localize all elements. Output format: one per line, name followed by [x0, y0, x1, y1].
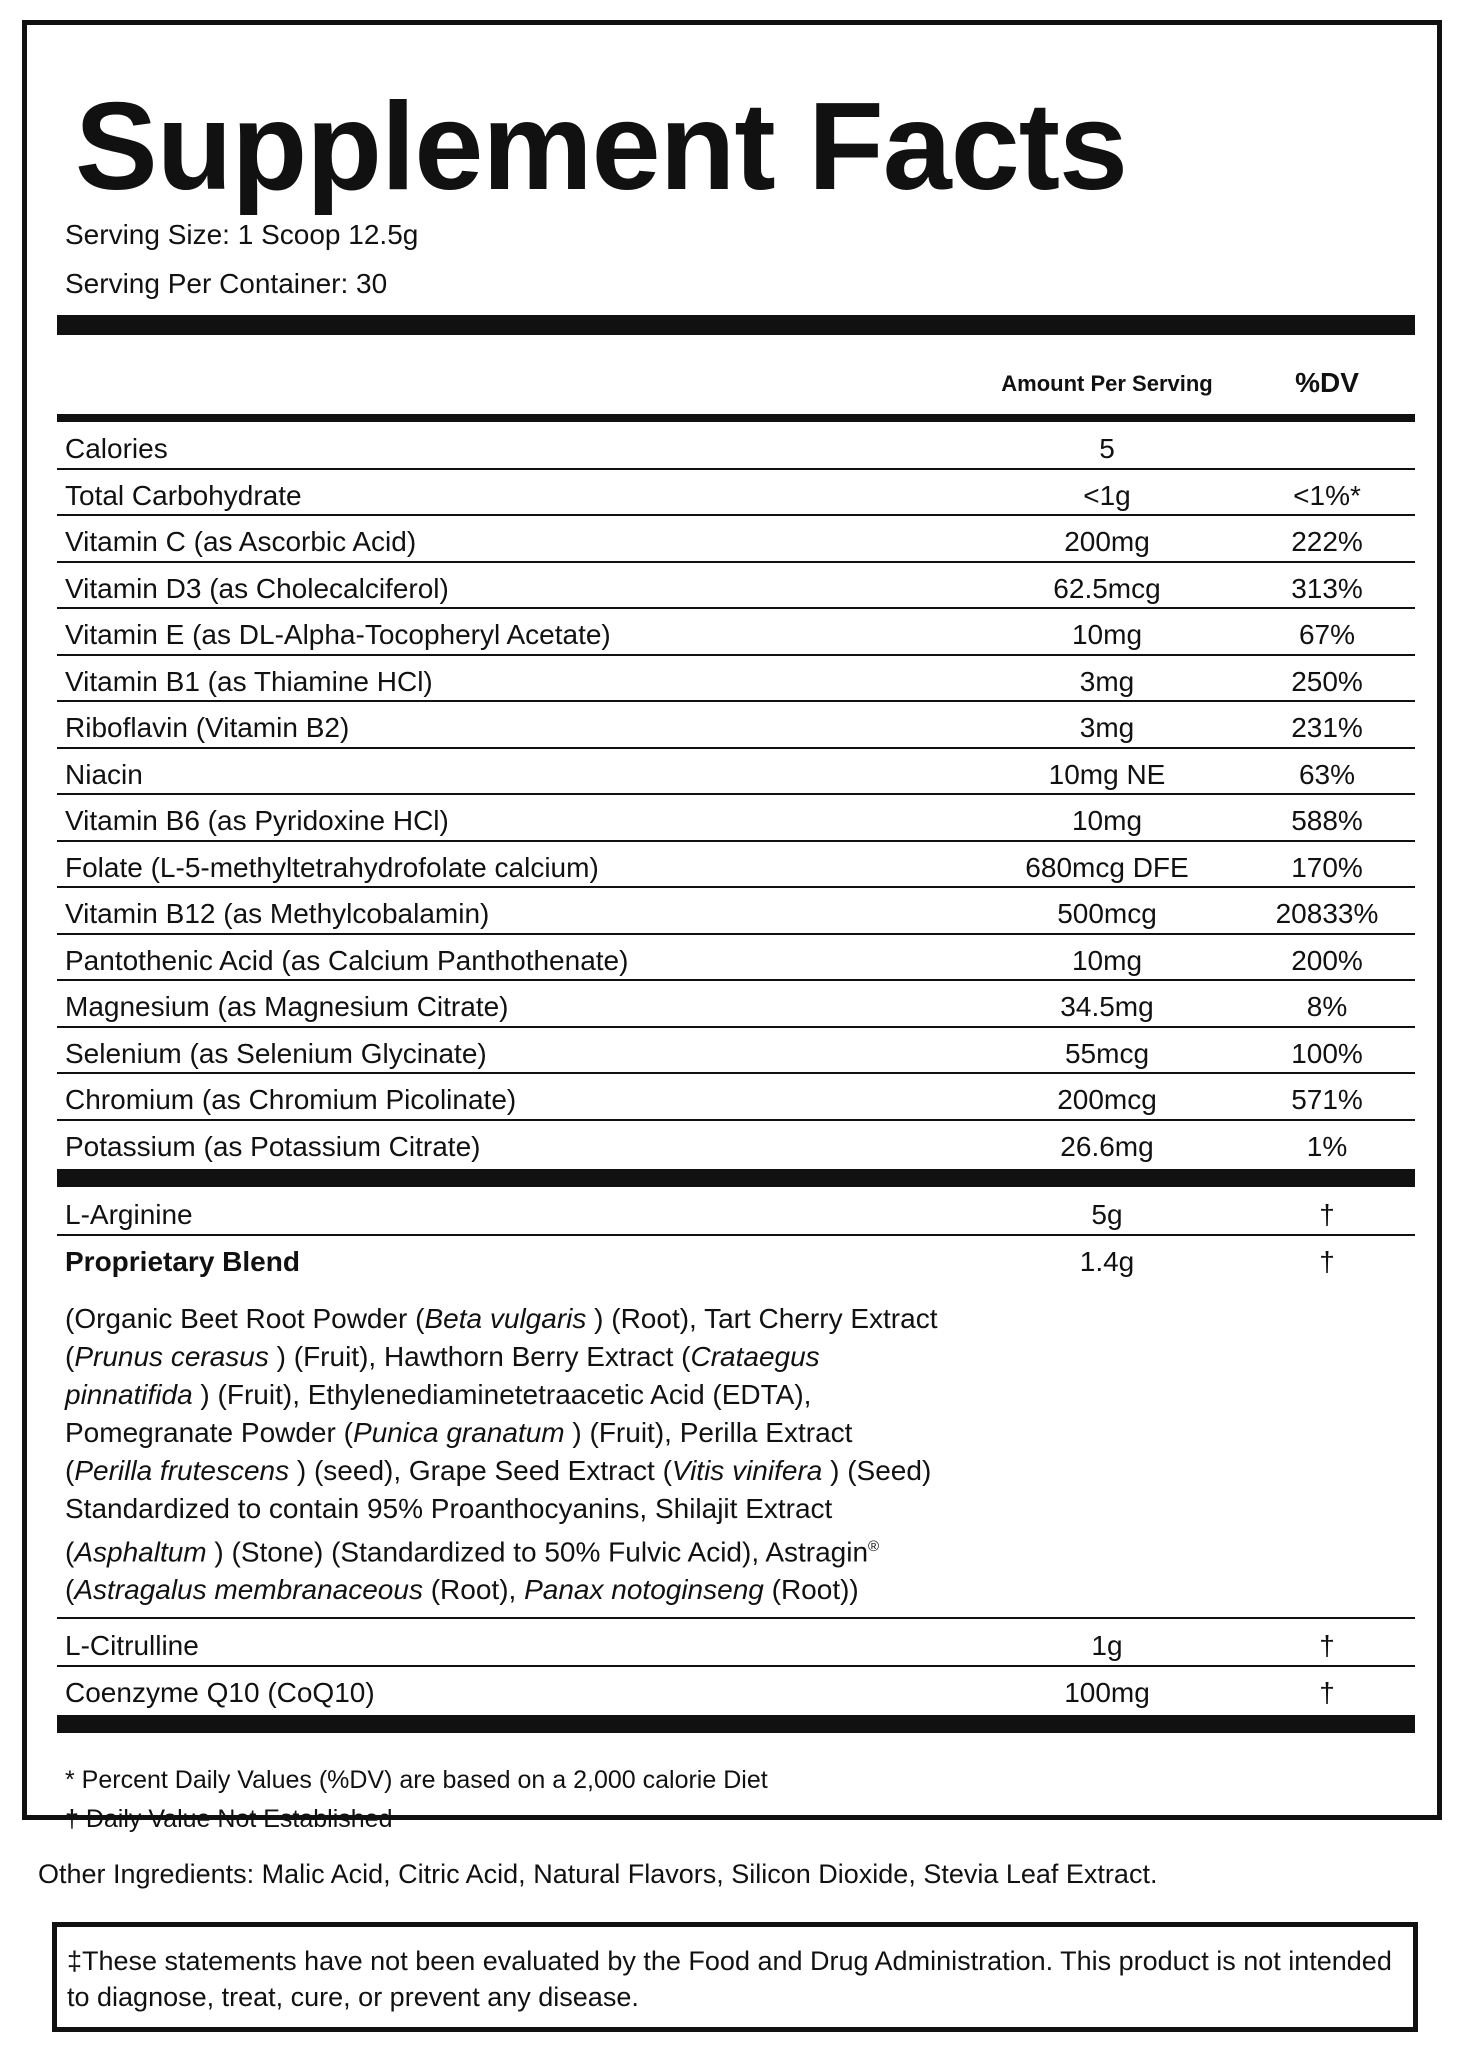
ingredient-dv: †	[1319, 1630, 1335, 1661]
blend-latin-name: Astragalus membranaceous	[74, 1574, 423, 1606]
nutrient-name: Potassium (as Potassium Citrate)	[65, 1130, 481, 1162]
columns-divider-bar	[57, 414, 1415, 422]
blend-text: ) (Fruit), Hawthorn Berry Extract (	[268, 1341, 691, 1372]
nutrient-dv: 200%	[1291, 944, 1363, 976]
nutrient-row	[57, 516, 1415, 563]
ingredient-name: Coenzyme Q10 (CoQ10)	[65, 1676, 375, 1708]
nutrient-name: Magnesium (as Magnesium Citrate)	[65, 991, 509, 1022]
nutrient-dv: 250%	[1291, 665, 1363, 697]
blend-name: Proprietary Blend	[65, 1245, 300, 1277]
nutrient-dv: 63%	[1298, 758, 1356, 790]
blend-desc-line	[65, 1376, 1065, 1414]
nutrient-amount: 3mg	[1079, 712, 1135, 743]
blend-text: Pomegranate Powder (	[65, 1417, 353, 1448]
blend-desc-line	[65, 1300, 1065, 1338]
nutrient-row	[57, 563, 1415, 610]
blend-ingredients-description	[65, 1300, 1065, 1609]
nutrient-row	[57, 981, 1415, 1028]
blend-latin-name: Punica granatum	[352, 1417, 565, 1448]
fda-disclaimer-text: ‡These statements have not been evaluated by the Food and Drug Administration. This product is not intended to diagnose, treat, cure, or prevent any disease.	[67, 1946, 1392, 2012]
nutrient-amount: 5	[1099, 433, 1115, 464]
blend-latin-name: Panax notoginseng	[524, 1574, 764, 1606]
blend-text: ) (Seed)	[822, 1455, 932, 1486]
blend-text: (	[65, 1341, 75, 1372]
nutrient-amount: 34.5mg	[1060, 991, 1154, 1022]
blend-divider-line	[57, 1617, 1415, 1619]
nutrient-dv: 313%	[1291, 572, 1363, 604]
nutrient-amount: 62.5mcg	[1053, 572, 1161, 604]
nutrient-row	[57, 609, 1415, 656]
blend-desc-line	[65, 1528, 1065, 1571]
nutrient-name: Calories	[65, 433, 168, 464]
blend-text: ) (Root), Tart Cherry Extract	[586, 1303, 938, 1334]
blend-latin-name: pinnatifida	[65, 1379, 193, 1410]
blend-desc-line	[65, 1452, 1065, 1490]
column-headers	[57, 349, 1415, 415]
nutrient-row	[57, 888, 1415, 935]
servings-per-container: Serving Per Container: 30	[65, 268, 388, 299]
blend-latin-name: Crataegus	[690, 1341, 820, 1372]
blend-latin-name: Asphaltum	[74, 1536, 207, 1568]
nutrient-row	[57, 842, 1415, 889]
other-ingredients: Other Ingredients: Malic Acid, Citric Acid, Natural Flavors, Silicon Dioxide, Stevia Leaf Extract.	[38, 1859, 1158, 1889]
nutrient-dv: 20833%	[1275, 898, 1379, 929]
nutrient-amount: 500mcg	[1057, 898, 1157, 929]
proprietary-blend-row	[57, 1236, 1415, 1283]
nutrient-amount: 55mcg	[1064, 1037, 1150, 1069]
nutrient-name: Vitamin B6 (as Pyridoxine HCl)	[65, 805, 449, 836]
nutrient-dv: 571%	[1291, 1084, 1363, 1115]
nutrient-name: Vitamin E (as DL-Alpha-Tocopheryl Acetate)	[65, 619, 611, 650]
nutrient-name: Vitamin D3 (as Cholecalciferol)	[65, 572, 449, 604]
dv-column-header: %DV	[1295, 367, 1359, 398]
nutrient-amount: 680mcg DFE	[1025, 851, 1189, 883]
blend-text: ) (Fruit), Ethylenediaminetetraacetic Acid (EDTA),	[192, 1379, 812, 1410]
nutrient-dv: 222%	[1291, 526, 1363, 557]
arginine-row	[57, 1189, 1415, 1236]
nutrient-dv: 588%	[1291, 805, 1363, 836]
ingredient-table	[57, 1189, 1415, 1282]
tail-ingredient-table	[57, 1620, 1415, 1713]
footer-divider-bar	[57, 1715, 1415, 1733]
tail-ingredient-row	[57, 1667, 1415, 1714]
arginine-amount: 5g	[1091, 1199, 1123, 1230]
nutrient-row	[57, 1121, 1415, 1168]
arginine-name: L-Arginine	[65, 1199, 193, 1230]
nutrient-dv: <1%*	[1293, 479, 1361, 511]
nutrient-amount: 200mg	[1064, 526, 1150, 557]
nutrient-row	[57, 795, 1415, 842]
nutrient-row	[57, 1028, 1415, 1075]
nutrient-row	[57, 749, 1415, 796]
blend-amount: 1.4g	[1079, 1245, 1135, 1277]
registered-mark: ®	[868, 1538, 880, 1555]
nutrient-name: Chromium (as Chromium Picolinate)	[65, 1084, 517, 1115]
ingredient-amount: 1g	[1091, 1630, 1123, 1661]
ingredient-dv: †	[1319, 1676, 1335, 1708]
supplement-facts-panel	[22, 20, 1442, 1833]
blend-desc-line	[65, 1338, 1065, 1376]
blend-text: ) (Stone) (Standardized to 50% Fulvic Acid), Astragin	[206, 1536, 869, 1568]
nutrient-name: Vitamin B12 (as Methylcobalamin)	[65, 898, 490, 929]
nutrient-name: Pantothenic Acid (as Calcium Panthothenate)	[65, 944, 629, 976]
arginine-dv: †	[1319, 1199, 1335, 1230]
nutrient-amount: 3mg	[1079, 665, 1135, 697]
blend-desc-line	[65, 1571, 1065, 1609]
ingredient-amount: 100mg	[1064, 1676, 1150, 1708]
blend-text: (Organic Beet Root Powder (	[65, 1303, 425, 1334]
blend-text: (	[65, 1574, 75, 1606]
nutrient-table	[57, 423, 1415, 1167]
nutrient-dv: 8%	[1306, 991, 1348, 1022]
panel-title: Supplement Facts	[75, 78, 1127, 216]
blend-dv: †	[1319, 1245, 1335, 1277]
nutrient-row	[57, 1074, 1415, 1121]
amount-column-header: Amount Per Serving	[1001, 371, 1213, 396]
blend-latin-name: Beta vulgaris	[424, 1303, 587, 1334]
blend-latin-name: Prunus cerasus	[74, 1341, 269, 1372]
blend-text: (Root),	[422, 1574, 525, 1606]
nutrient-dv: 100%	[1291, 1037, 1363, 1069]
nutrient-amount: 10mg	[1071, 944, 1143, 976]
nutrient-dv: 231%	[1291, 712, 1363, 743]
nutrient-row	[57, 656, 1415, 703]
nutrient-row	[57, 702, 1415, 749]
nutrient-row	[57, 470, 1415, 517]
serving-size: Serving Size: 1 Scoop 12.5g	[65, 219, 419, 250]
nutrient-dv: 1%	[1306, 1130, 1348, 1162]
blend-latin-name: Vitis vinifera	[671, 1455, 823, 1486]
nutrient-row	[57, 423, 1415, 470]
nutrient-name: Selenium (as Selenium Glycinate)	[65, 1037, 487, 1069]
blend-text: (	[65, 1455, 75, 1486]
dv-footnote: * Percent Daily Values (%DV) are based on a 2,000 calorie Diet	[65, 1766, 768, 1794]
tail-ingredient-row	[57, 1620, 1415, 1667]
header-divider-bar	[57, 315, 1415, 335]
nutrient-amount: 10mg NE	[1048, 758, 1166, 790]
nutrient-amount: 10mg	[1071, 619, 1143, 650]
blend-desc-line	[65, 1414, 1065, 1452]
blend-desc-line: Standardized to contain 95% Proanthocyanins, Shilajit Extract	[65, 1493, 833, 1524]
ingredient-name: L-Citrulline	[65, 1630, 199, 1661]
nutrients-divider-bar	[57, 1169, 1415, 1187]
blend-latin-name: Perilla frutescens	[74, 1455, 290, 1486]
nutrient-name: Riboflavin (Vitamin B2)	[65, 712, 350, 743]
nutrient-dv: 170%	[1291, 851, 1363, 883]
nutrient-amount: 10mg	[1071, 805, 1143, 836]
nutrient-amount: 200mcg	[1057, 1084, 1157, 1115]
nutrient-name: Vitamin C (as Ascorbic Acid)	[65, 526, 417, 557]
nutrient-name: Total Carbohydrate	[65, 479, 302, 511]
fda-disclaimer-box	[52, 1922, 1418, 2032]
dagger-footnote: † Daily Value Not Established	[65, 1805, 393, 1833]
nutrient-name: Niacin	[65, 758, 143, 790]
blend-text: ) (seed), Grape Seed Extract (	[289, 1455, 672, 1486]
nutrient-row	[57, 935, 1415, 982]
blend-text: ) (Fruit), Perilla Extract	[564, 1417, 853, 1448]
blend-text: (	[65, 1536, 75, 1568]
nutrient-dv: 67%	[1298, 619, 1356, 650]
nutrient-amount: <1g	[1083, 479, 1131, 511]
nutrient-name: Folate (L-5-methyltetrahydrofolate calcium)	[65, 851, 599, 883]
blend-text: (Root))	[763, 1574, 859, 1606]
nutrient-name: Vitamin B1 (as Thiamine HCl)	[65, 665, 433, 697]
nutrient-amount: 26.6mg	[1060, 1130, 1154, 1162]
